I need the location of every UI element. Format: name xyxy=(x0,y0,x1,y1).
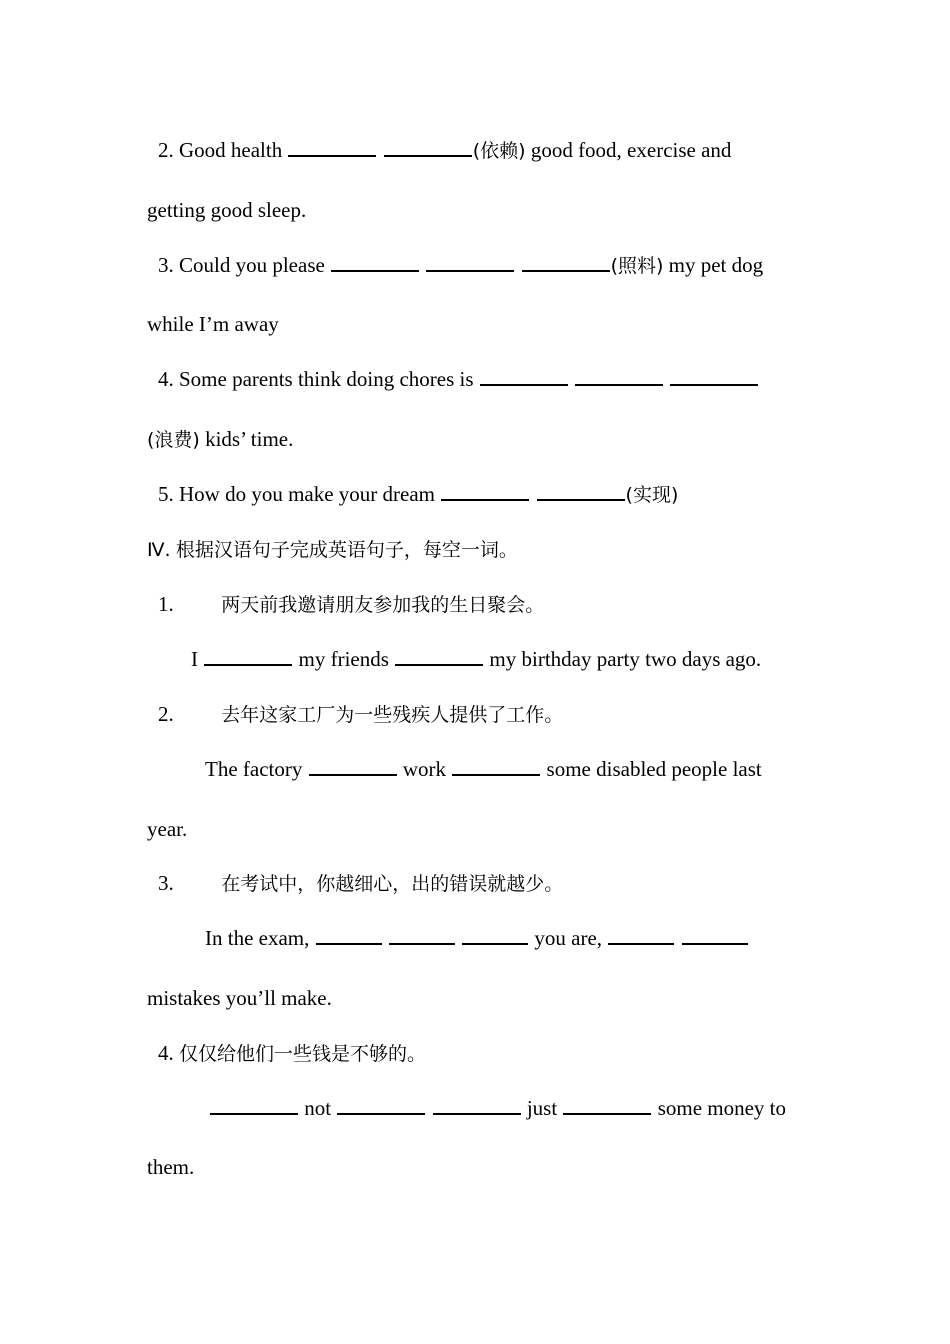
question-number: 5. xyxy=(158,482,174,506)
chinese-sentence: 两天前我邀请朋友参加我的生日聚会。 xyxy=(221,594,545,616)
answer-blank[interactable] xyxy=(331,252,419,272)
question-number: 4. xyxy=(158,367,174,391)
q4-2-chinese xyxy=(158,700,563,729)
chinese-hint: (依赖) xyxy=(472,140,526,162)
q4-4-chinese xyxy=(158,1039,426,1068)
answer-blank[interactable] xyxy=(316,925,382,945)
answer-blank[interactable] xyxy=(204,646,292,666)
section-instruction: 根据汉语句子完成英语句子，每空一词。 xyxy=(175,539,518,561)
sentence-text: not xyxy=(304,1096,332,1120)
answer-blank[interactable] xyxy=(441,481,529,501)
answer-blank[interactable] xyxy=(522,252,610,272)
q4-3-english-cont: mistakes you’ll make. xyxy=(147,986,332,1010)
answer-blank[interactable] xyxy=(452,756,540,776)
q4-1-chinese xyxy=(158,590,544,619)
answer-blank[interactable] xyxy=(537,481,625,501)
chinese-sentence: 在考试中，你越细心，出的错误就越少。 xyxy=(221,873,564,895)
q3-3-line2: while I’m away xyxy=(147,312,279,336)
q4-4-english xyxy=(209,1094,786,1122)
q4-3-chinese xyxy=(158,869,563,898)
answer-blank[interactable] xyxy=(575,366,663,386)
answer-blank[interactable] xyxy=(309,756,397,776)
question-number: 3. xyxy=(158,871,174,895)
sentence-text: you are, xyxy=(534,926,603,950)
q3-4-line2 xyxy=(147,425,293,454)
answer-blank[interactable] xyxy=(480,366,568,386)
chinese-hint: (实现) xyxy=(625,484,679,506)
question-number: 3. xyxy=(158,253,174,277)
section-number: Ⅳ. xyxy=(147,539,171,561)
question-text: Could you please xyxy=(179,253,325,277)
sentence-text: my birthday party two days ago. xyxy=(489,647,762,671)
sentence-text: I xyxy=(191,647,198,671)
question-number: 2. xyxy=(158,138,174,162)
question-text: Some parents think doing chores is xyxy=(179,367,474,391)
answer-blank[interactable] xyxy=(210,1095,298,1115)
answer-blank[interactable] xyxy=(288,137,376,157)
section-heading xyxy=(147,535,518,564)
answer-blank[interactable] xyxy=(670,366,758,386)
q3-5-line1 xyxy=(158,480,678,509)
sentence-text: The factory xyxy=(205,757,303,781)
question-text: Good health xyxy=(179,138,283,162)
answer-blank[interactable] xyxy=(389,925,455,945)
q3-2-line1 xyxy=(158,136,731,165)
q4-1-english xyxy=(191,645,761,673)
chinese-hint: (浪费) xyxy=(147,429,200,451)
chinese-hint: (照料) xyxy=(610,255,664,277)
q4-3-english xyxy=(205,924,749,952)
q4-2-english-cont: year. xyxy=(147,817,188,841)
q4-4-english-cont: them. xyxy=(147,1155,195,1179)
q3-3-line1 xyxy=(158,251,763,280)
sentence-text: my friends xyxy=(298,647,389,671)
question-number: 1. xyxy=(158,592,174,616)
question-text: kids’ time. xyxy=(205,427,294,451)
sentence-text: work xyxy=(402,757,447,781)
question-text: my pet dog xyxy=(668,253,764,277)
q3-4-line1 xyxy=(158,365,759,393)
question-text: How do you make your dream xyxy=(179,482,436,506)
sentence-text: some money to xyxy=(657,1096,787,1120)
question-number: 4. xyxy=(158,1041,174,1065)
answer-blank[interactable] xyxy=(462,925,528,945)
answer-blank[interactable] xyxy=(395,646,483,666)
question-number: 2. xyxy=(158,702,174,726)
q3-2-line2: getting good sleep. xyxy=(147,198,307,222)
answer-blank[interactable] xyxy=(433,1095,521,1115)
answer-blank[interactable] xyxy=(608,925,674,945)
answer-blank[interactable] xyxy=(682,925,748,945)
question-text: good food, exercise and xyxy=(530,138,732,162)
answer-blank[interactable] xyxy=(563,1095,651,1115)
answer-blank[interactable] xyxy=(337,1095,425,1115)
chinese-sentence: 仅仅给他们一些钱是不够的。 xyxy=(179,1043,427,1065)
sentence-text: just xyxy=(526,1096,558,1120)
answer-blank[interactable] xyxy=(384,137,472,157)
sentence-text: In the exam, xyxy=(205,926,310,950)
chinese-sentence: 去年这家工厂为一些残疾人提供了工作。 xyxy=(221,704,564,726)
q4-2-english xyxy=(205,755,762,783)
sentence-text: some disabled people last xyxy=(546,757,762,781)
answer-blank[interactable] xyxy=(426,252,514,272)
